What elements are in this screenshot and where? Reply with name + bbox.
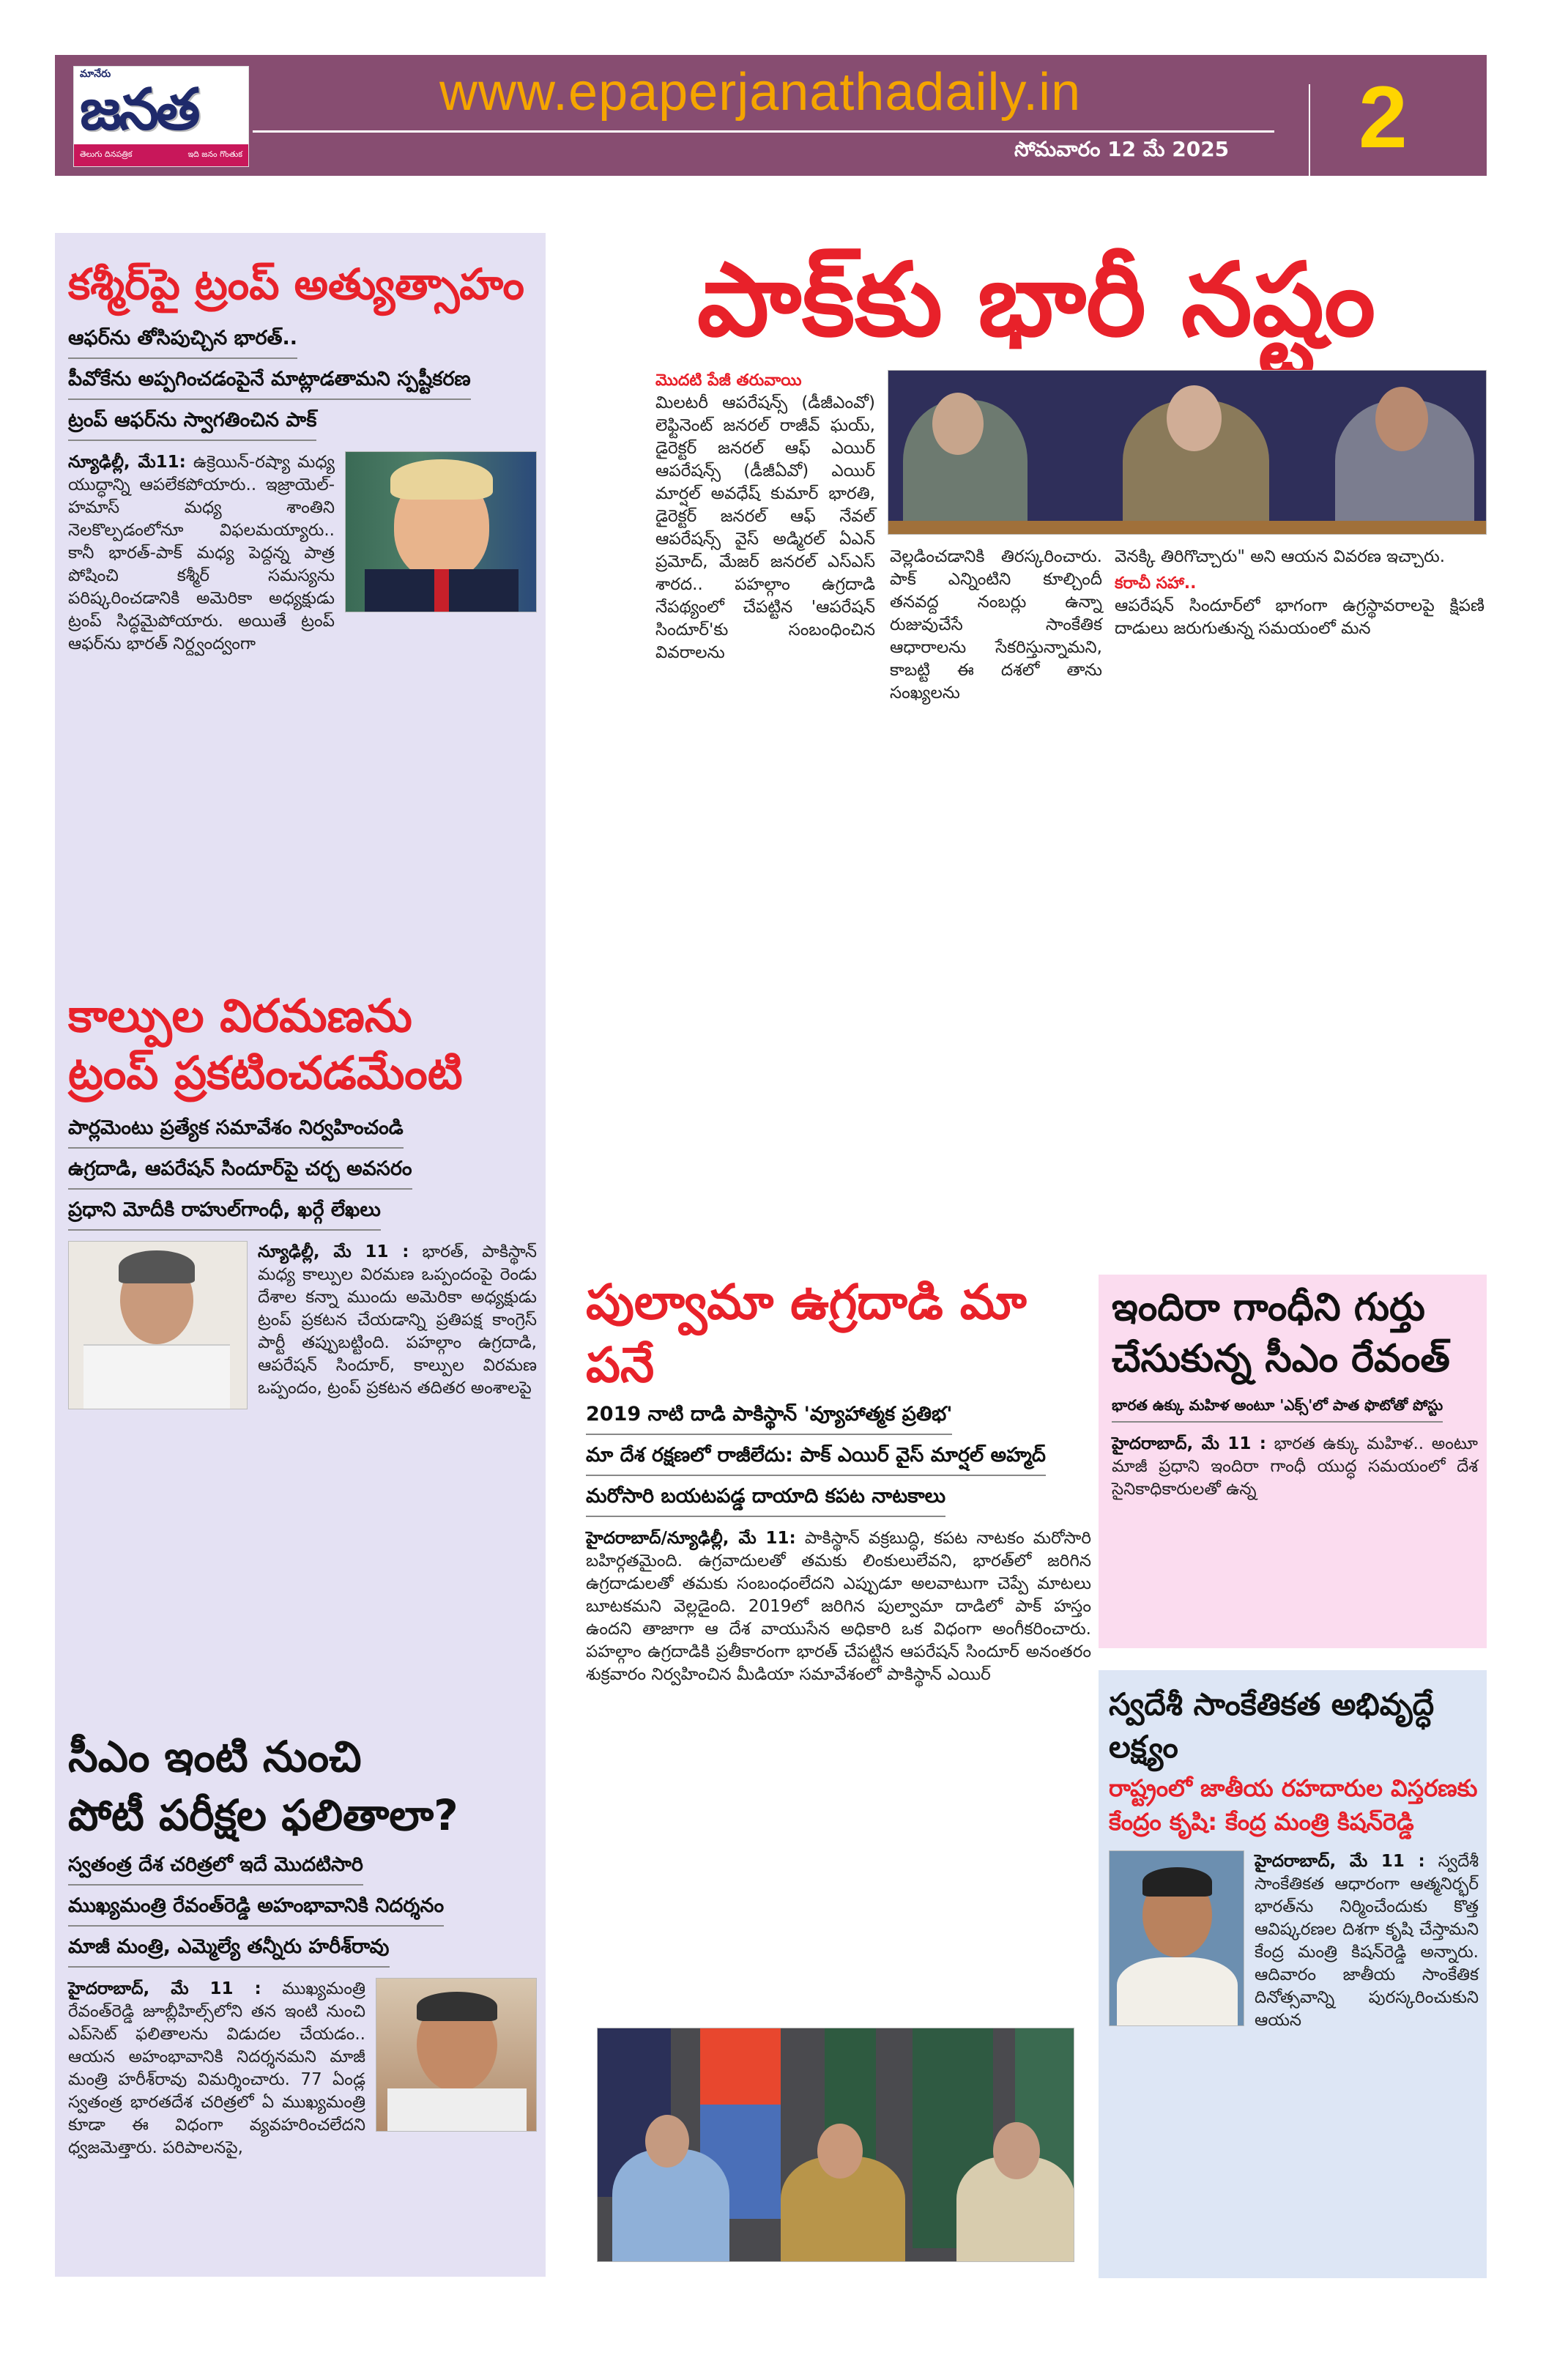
article-body (1112, 1433, 1478, 1501)
newspaper-logo (73, 66, 249, 167)
lead-article-col3 (1115, 546, 1484, 640)
rahul-gandhi-photo (68, 1241, 248, 1409)
article-indira-gandhi (1099, 1275, 1487, 1648)
article-body (68, 1978, 365, 2160)
article-trump-kashmir (68, 255, 537, 656)
subheadline: ప్రధాని మోదీకి రాహుల్‌గాంధీ, ఖర్గే లేఖలు (68, 1193, 381, 1231)
divider (1309, 84, 1310, 176)
dateline: న్యూఢిల్లీ, మే11: (68, 453, 186, 472)
continued-kicker: మొదటి పేజీ తరువాయి (655, 371, 802, 390)
subheadline: రాష్ట్రంలో జాతీయ రహదారుల విస్తరణకు (1109, 1774, 1478, 1802)
left-column (55, 233, 546, 2277)
logo-tagline-left: తెలుగు దినపత్రిక (80, 149, 133, 159)
subheadline: మాజీ మంత్రి, ఎమ్మెల్యే తన్నీరు హరీశ్‌రావు (68, 1929, 390, 1968)
website-url[interactable]: www.epaperjanathadaily.in (439, 63, 1082, 122)
subheadline: ట్రంప్ ఆఫర్‌ను స్వాగతించిన పాక్ (68, 403, 316, 441)
logo-name: జనత (80, 77, 198, 143)
body-text: పాకిస్థాన్ వక్రబుద్ధి, కపట నాటకం మరోసారి బహిర్గతమైంది. ఉగ్రవాదులతో తమకు లింకులులేవని, భారత్‌లో జరిగిన ఉగ్రదాడులతో తమకు సంబంధంలేదని ఎప్పుడూ అలవాటుగా చెప్పే మాటలు బూటకమని వెల్లడైంది. 2019లో జరిగిన పుల్వామా దాడిలో పాక్ హస్తం ఉందని తాజాగా ఆ దేశ వాయుసేన అధికారి ఒక విధంగా అంగీకరించారు. పహల్గాం ఉగ్రదాడికి ప్రతీకారంగా భారత్ చేపట్టిన ఆపరేషన్ సిందూర్ అనంతరం శుక్రవారం నిర్వహించిన మీడియా సమావేశంలో పాకిస్థాన్ ఎయిర్ (586, 1529, 1092, 1684)
subheadline: మా దేశ రక్షణలో రాజీలేదు: పాక్ ఎయిర్ వైస్ మార్షల్ అహ్మద్ (586, 1438, 1046, 1476)
subheadline: పార్లమెంటు ప్రత్యేక సమావేశం నిర్వహించండి (68, 1111, 404, 1149)
article-kishan-reddy (1099, 1670, 1487, 2278)
dateline: హైదరాబాద్, మే 11 : (68, 1979, 261, 1998)
dgmo-briefing-photo (888, 370, 1487, 535)
article-body (258, 1241, 537, 1400)
lead-article-col2: వెల్లడించడానికి తిరస్కరించారు. పాక్ ఎన్నింటిని కూల్చిందీ తనవద్ద నంబర్లు ఉన్నా రుజువుచేసే సాంకేతిక ఆధారాలను సేకరిస్తున్నామని, కాబట్టి ఈ దశలో తాను సంఖ్యలను (890, 547, 1102, 702)
logo-prefix: మానేరు (80, 68, 111, 80)
headline: కాల్పుల విరమణను (68, 989, 412, 1042)
body-text: భారత ఉక్కు మహిళ.. అంటూ మాజీ ప్రధాని ఇందిరా గాంధీ యుద్ధ సమయంలో దేశ సైనికాధికారులతో ఉన్న (1112, 1434, 1478, 1499)
body-text: ఆపరేషన్ సిందూర్‌లో భాగంగా ఉగ్రస్థావరాలపై క్షిపణి దాడులు జరుగుతున్న సమయంలో మన (1115, 596, 1484, 638)
dateline: హైదరాబాద్, మే 11 : (1255, 1852, 1425, 1871)
dateline: హైదరాబాద్/న్యూఢిల్లీ, మే 11: (586, 1529, 796, 1548)
divider (253, 130, 1274, 133)
subheadline: పీవోకేను అప్పగించడంపైనే మాట్లాడతామని స్పష్టీకరణ (68, 362, 471, 400)
dateline: న్యూఢిల్లీ, మే 11 : (258, 1242, 409, 1261)
kishan-reddy-photo (1109, 1850, 1244, 2026)
subheadline: భారత ఉక్కు మహిళ అంటూ 'ఎక్స్'లో పాత ఫొటోతో పోస్టు (1112, 1390, 1443, 1423)
body-text: స్వదేశీ సాంకేతికత ఆధారంగా ఆత్మనిర్భర్ భారత్‌ను నిర్మించేందుకు కొత్త ఆవిష్కరణల దిశగా కృషి చేస్తామని కేంద్ర మంత్రి కిషన్‌రెడ్డి అన్నారు. ఆదివారం జాతీయ సాంకేతిక దినోత్సవాన్ని పురస్కరించుకుని ఆయన (1255, 1852, 1479, 2030)
trump-photo (345, 451, 537, 612)
headline: సీఎం ఇంటి నుంచి (68, 1732, 362, 1782)
body-text: భారత్, పాకిస్థాన్ మధ్య కాల్పుల విరమణ ఒప్పందంపై రెండు దేశాల కన్నా ముందు అమెరికా అధ్యక్షుడు ట్రంప్ ప్రకటన చేయడాన్ని ప్రతిపక్ష కాంగ్రెస్ పార్టీ తప్పుబట్టింది. పహల్గాం ఉగ్రదాడి, ఆపరేషన్ సిందూర్, కాల్పుల విరమణ ఒప్పందం, ట్రంప్ ప్రకటన తదితర అంశాలపై (258, 1242, 537, 1398)
masthead (55, 55, 1487, 176)
headline: పుల్వామా ఉగ్రదాడి మా పనే (586, 1274, 1027, 1393)
article-body (586, 1527, 1091, 1686)
subheadline: 2019 నాటి దాడి పాకిస్థాన్ 'వ్యూహాత్మక ప్రతిభ' (586, 1397, 952, 1435)
subheadline: మరోసారి బయటపడ్డ దాయాది కపట నాటకాలు (586, 1479, 945, 1517)
subheadline: స్వతంత్ర దేశ చరిత్రలో ఇదే మొదటిసారి (68, 1847, 363, 1886)
subheadline: కేంద్రం కృషి: కేంద్ర మంత్రి కిషన్‌రెడ్డి (1109, 1808, 1414, 1836)
page-number: 2 (1359, 68, 1408, 166)
headline: పోటీ పరీక్షల ఫలితాలా? (68, 1790, 458, 1840)
article-body (68, 451, 335, 656)
headline: కశ్మీర్‌పై ట్రంప్ అత్యుత్సాహం (68, 259, 524, 309)
lead-article-col1 (655, 370, 875, 664)
headline: ట్రంప్ ప్రకటించడమేంటి (68, 1046, 463, 1100)
issue-date: సోమవారం 12 మే 2025 (1014, 137, 1230, 161)
article-ceasefire (68, 987, 537, 1409)
harish-rao-photo (376, 1978, 537, 2132)
pakistan-military-briefing-photo (597, 2028, 1074, 2262)
subheading-karachi: కరాచీ సహా.. (1115, 574, 1197, 593)
body-text: ఉక్రెయిన్-రష్యా మధ్య యుద్ధాన్ని ఆపలేకపోయారు.. ఇజ్రాయెల్-హమాస్ మధ్య శాంతిని నెలకొల్పడంలోనూ విఫలమయ్యారు.. కానీ భారత్-పాక్ మధ్య పెద్దన్న పాత్ర పోషించి కశ్మీర్ సమస్యను పరిష్కరించడానికి అమెరికా అధ్యక్షుడు ట్రంప్ సిద్ధమైపోయారు. అయితే ట్రంప్ ఆఫర్‌ను భారత్ నిర్ద్వంద్వంగా (68, 453, 335, 653)
article-body (1255, 1850, 1479, 2032)
headline: స్వదేశీ సాంకేతికత అభివృద్ధే లక్ష్యం (1109, 1686, 1435, 1765)
article-pulwama (586, 1271, 1091, 1686)
lead-headline: పాక్‌కు భారీ నష్టం (696, 241, 1376, 359)
subheadline: ముఖ్యమంత్రి రేవంత్‌రెడ్డి అహంభావానికి నిదర్శనం (68, 1888, 444, 1927)
headline: ఇందిరా గాంధీని గుర్తు (1112, 1286, 1425, 1330)
body-text: వెనక్కి తిరిగొచ్చారు" అని ఆయన వివరణ ఇచ్చారు. (1115, 547, 1446, 566)
body-text: ముఖ్యమంత్రి రేవంత్‌రెడ్డి జూబ్లీహిల్స్‌లోని తన ఇంటి నుంచి ఎప్‌సెట్ ఫలితాలను విడుదల చేయడం.. ఆయన అహంభావానికి నిదర్శనమని మాజీ మంత్రి హరీశ్‌రావు విమర్శించారు. 77 ఏండ్ల స్వతంత్ర భారతదేశ చరిత్రలో ఏ ముఖ్యమంత్రి కూడా ఈ విధంగా వ్యవహరించలేదని ధ్వజమెత్తారు. పరిపాలనపై, (68, 1979, 366, 2157)
headline: చేసుకున్న సీఎం రేవంత్ (1112, 1337, 1450, 1381)
article-cm-results (68, 1727, 537, 2160)
logo-tagline-right: ఇది జనం గొంతుక (187, 149, 242, 159)
subheadline: ఆఫర్‌ను తోసిపుచ్చిన భారత్.. (68, 321, 297, 359)
subheadline: ఉగ్రదాడి, ఆపరేషన్ సిందూర్‌పై చర్చ అవసరం (68, 1152, 412, 1190)
body-text: మిలటరీ ఆపరేషన్స్ (డీజీఎంవో) లెఫ్టినెంట్ జనరల్ రాజీవ్ ఘయ్, డైరెక్టర్ జనరల్ ఆఫ్ ఎయిర్ ఆపరేషన్స్ (డీజీఏవో) ఎయిర్ మార్షల్ అవధేష్ కుమార్ భారతి, డైరెక్టర్ జనరల్ ఆఫ్ నేవల్ ఆపరేషన్స్ వైస్ అడ్మిరల్ ఏఎన్ ప్రమోద్, మేజర్ జనరల్ ఎస్ఎస్ శారద.. పహల్గాం ఉగ్రదాడి నేపథ్యంలో చేపట్టిన 'ఆపరేషన్ సిందూర్'కు సంబంధించిన వివరాలను (655, 393, 875, 662)
dateline: హైదరాబాద్, మే 11 : (1112, 1434, 1266, 1453)
